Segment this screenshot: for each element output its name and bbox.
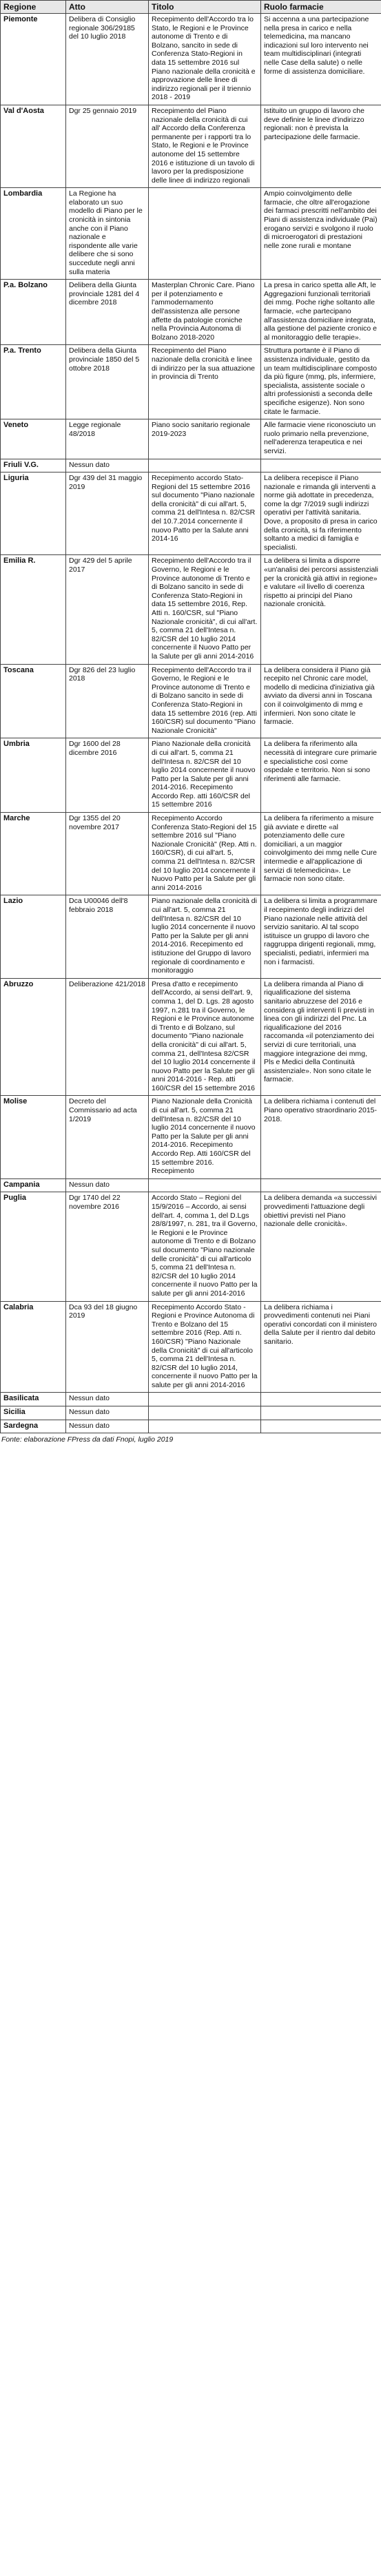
- cell-ruolo: La delibera fa riferimento alla necessità di integrare cure primarie e specialistiche così come ospedale e territorio. Non si sono riferimenti alle farmacie.: [261, 738, 381, 813]
- cell-atto: Dgr 25 gennaio 2019: [66, 105, 149, 187]
- header-ruolo-farmacie: Ruolo farmacie: [261, 1, 381, 14]
- cell-ruolo: Istituito un gruppo di lavoro che deve definire le linee d'indirizzo regionali: non è prevista la partecipazione delle farmacie.: [261, 105, 381, 187]
- table-row: [1, 555, 381, 664]
- cell-regione: Umbria: [1, 738, 66, 813]
- cell-regione: Friuli V.G.: [1, 459, 66, 472]
- cell-ruolo: La delibera richiama i provvedimenti contenuti nei Piani operativi concordati con il ministero della Salute per il rientro dal debito sanitario.: [261, 1301, 381, 1393]
- header-atto: Atto: [66, 1, 149, 14]
- cell-titolo: Recepimento del Piano nazionale della cronicità e linee di indirizzo per la sua attuazione in provincia di Trento: [149, 345, 261, 419]
- cell-titolo: Recepimento dell'Accordo tra lo Stato, le Regioni e le Province autonome di Trento e di Bolzano, sancito in sede di Conferenza Stato-Regioni in data 15 settembre 2016 sul Piano nazionale della cronicità e approvazione delle linee di indirizzo regionali per il triennio 2018 - 2019: [149, 14, 261, 105]
- cell-titolo: Recepimento Accordo Conferenza Stato-Regioni del 15 settembre 2016 sul "Piano Nazionale Cronicità" (Rep. Atti n. 160/CSR), di cui all'art. 5, comma 21 dell'Intesa n. 82/CSR del 10 luglio 2014 concernente il Nuovo Patto per la Salute per gli anni 2014-2016: [149, 813, 261, 895]
- cell-atto: La Regione ha elaborato un suo modello di Piano per le cronicità in sintonia anche con il Piano nazionale e rispondente alle varie delibere che si sono succedute negli anni sulla materia: [66, 188, 149, 280]
- table-row: [1, 459, 381, 472]
- cell-ruolo: La presa in carico spetta alle Aft, le Aggregazioni funzionali territoriali dei mmg. Poche righe soltanto alle farmacie, «che partecipano all'assistenza domiciliare integrata, alla gestione del paziente cronico e al monitoraggio delle terapie».: [261, 280, 381, 345]
- cell-ruolo: La delibera considera il Piano già recepito nel Chronic care model, modello di medicina d'iniziativa già avviato da diversi anni in Toscana con il coinvolgimento di mmg e infermieri. Non sono citate le farmacie.: [261, 664, 381, 738]
- cell-ruolo: Alle farmacie viene riconosciuto un ruolo primario nella prevenzione, nell'aderenza terapeutica e nei servizi.: [261, 419, 381, 459]
- table-row: [1, 14, 381, 105]
- cell-regione: Marche: [1, 813, 66, 895]
- cell-atto: Delibera della Giunta provinciale 1281 del 4 dicembre 2018: [66, 280, 149, 345]
- cell-titolo: Piano socio sanitario regionale 2019-2023: [149, 419, 261, 459]
- cell-atto: Dgr 1600 del 28 dicembre 2016: [66, 738, 149, 813]
- table-row: [1, 738, 381, 813]
- cell-regione: Liguria: [1, 472, 66, 555]
- cell-atto: Nessun dato: [66, 1393, 149, 1406]
- cell-atto: Dgr 826 del 23 luglio 2018: [66, 664, 149, 738]
- source-footnote: Fonte: elaborazione FPress da dati Fnopi, luglio 2019: [1, 1435, 174, 1444]
- cell-atto: Nessun dato: [66, 1178, 149, 1192]
- cell-ruolo: Ampio coinvolgimento delle farmacie, che oltre all'erogazione dei farmaci prescritti nell'ambito dei Piani di assistenza individuale (Pai) erogano servizi e svolgono il ruolo di microerogatori di prestazioni nelle zone rurali e montane: [261, 188, 381, 280]
- header-titolo: Titolo: [149, 1, 261, 14]
- table-row: [1, 345, 381, 419]
- cell-atto: Dgr 439 del 31 maggio 2019: [66, 472, 149, 555]
- cell-atto: Nessun dato: [66, 459, 149, 472]
- cell-atto: Dgr 1355 del 20 novembre 2017: [66, 813, 149, 895]
- cell-titolo: [149, 1178, 261, 1192]
- cell-regione: Basilicata: [1, 1393, 66, 1406]
- cell-ruolo: [261, 1406, 381, 1420]
- cell-ruolo: La delibera rimanda al Piano di riqualificazione del sistema sanitario abruzzese del 2016 e considera gli interventi lì previsti in linea con gli indirizzi del Pnc. La riqualificazione del 2016 raccomanda «il potenziamento dei servizi di cure territoriali, una maggiore integrazione dei mmg, Pls e Medici della Continuità assistenziale». Non sono citate le farmacie.: [261, 978, 381, 1096]
- cell-ruolo: [261, 459, 381, 472]
- table-row: [1, 1393, 381, 1406]
- cell-ruolo: La delibera si limita a disporre «un'analisi dei percorsi assistenziali per la cronicità già attivi in regione» e valutare «il livello di coerenza rispetto ai principi del Piano nazionale cronicità.: [261, 555, 381, 664]
- cell-regione: Val d'Aosta: [1, 105, 66, 187]
- cell-regione: Emilia R.: [1, 555, 66, 664]
- table-row: [1, 664, 381, 738]
- cell-ruolo: La delibera recepisce il Piano nazionale e rimanda gli interventi a norme già adottate in precedenza, come la dgr 7/2019 sugli indirizzi operativi per l'attività sanitaria. Dove, a proposito di presa in carico della cronicità, si fa riferimento soltanto a medici di famiglia e specialisti.: [261, 472, 381, 555]
- cell-titolo: Accordo Stato – Regioni del 15/9/2016 – Accordo, ai sensi dell'art. 4, comma 1, del D.Lgs 28/8/1997, n. 281, tra il Governo, le Regioni e le Province autonome di Trento e di Bolzano sul documento "Piano nazionale delle cronicità" di cui all'articolo 5, comma 21 dell'Intesa n. 82/CSR del 10 luglio 2014 concernente il nuovo Patto per la salute per gli anni 2014-2016: [149, 1192, 261, 1301]
- table-row: [1, 1192, 381, 1301]
- cell-regione: Calabria: [1, 1301, 66, 1393]
- cell-ruolo: [261, 1178, 381, 1192]
- cell-regione: Puglia: [1, 1192, 66, 1301]
- cell-ruolo: [261, 1420, 381, 1433]
- cell-regione: Lombardia: [1, 188, 66, 280]
- cell-regione: Toscana: [1, 664, 66, 738]
- cell-titolo: Recepimento dell'Accordo tra il Governo, le Regioni e le Province autonome di Trento e di Bolzano sancito in sede di Conferenza Stato-Regioni in data 15 settembre 2016 (rep. Atti 160/CSR) sul documento "Piano Nazionale Cronicità": [149, 664, 261, 738]
- cell-titolo: Piano nazionale della cronicità di cui all'art. 5, comma 21 dell'Intesa n. 82/CSR del 10 luglio 2014 concernente il nuovo Patto per la Salute per gli anni 2014-2016. Recepimento ed istituzione del Gruppo di lavoro regionale di coordinamento e monitoraggio: [149, 895, 261, 978]
- table-row: [1, 188, 381, 280]
- table-row: [1, 472, 381, 555]
- cell-ruolo: La delibera si limita a programmare il recepimento degli indirizzi del Piano nazionale nelle attività del servizio sanitario. Al tal scopo istituisce un gruppo di lavoro che raggruppa dirigenti regionali, mmg, specialisti, pediatri, infermieri ma non i farmacisti.: [261, 895, 381, 978]
- cell-ruolo: La delibera richiama i contenuti del Piano operativo straordinario 2015-2018.: [261, 1096, 381, 1178]
- table-row: [1, 1406, 381, 1420]
- cell-titolo: Recepimento accordo Stato-Regioni del 15 settembre 2016 sul documento "Piano nazionale della cronicità" di cui all'art. 5, comma 21 dell'Intesa n. 82/CSR del 10.7.2014 concernente il nuovo Patto per la Salute anni 2014-16: [149, 472, 261, 555]
- table-row: [1, 1096, 381, 1178]
- cell-titolo: Recepimento del Piano nazionale della cronicità di cui all' Accordo della Conferenza permanente per i rapporti tra lo Stato, le Regioni e le Province autonome del 15 settembre 2016 e istituzione di un tavolo di lavoro per la predisposizione delle linee di indirizzo regionali: [149, 105, 261, 187]
- table-row: [1, 419, 381, 459]
- cell-regione: Sicilia: [1, 1406, 66, 1420]
- table-row: [1, 105, 381, 187]
- cell-ruolo: Struttura portante è il Piano di assistenza individuale, gestito da un team multidisciplinare composto da più figure (mmg, pls, infermiere, specialista, assistente sociale o altri professionisti a seconda delle specifiche esigenze). Non sono citate le farmacie.: [261, 345, 381, 419]
- cell-titolo: [149, 459, 261, 472]
- cell-titolo: Piano Nazionale della cronicità di cui all'art. 5, comma 21 dell'Intesa n. 82/CSR del 10 luglio 2014 concernente il nuovo Patto per la Salute per gli anni 2014-2016. Recepimento Accordo Rep. atti 160/CSR del 15 settembre 2016: [149, 738, 261, 813]
- cell-titolo: [149, 1393, 261, 1406]
- table-row: [1, 895, 381, 978]
- cell-regione: Sardegna: [1, 1420, 66, 1433]
- cell-atto: Decreto del Commissario ad acta 1/2019: [66, 1096, 149, 1178]
- cell-regione: Campania: [1, 1178, 66, 1192]
- cell-atto: Dgr 1740 del 22 novembre 2016: [66, 1192, 149, 1301]
- table-header-row: [1, 1, 381, 14]
- cell-titolo: Recepimento dell'Accordo tra il Governo, le Regioni e le Province autonome di Trento e di Bolzano sancito in sede di Conferenza Stato-Regioni in data 15 settembre 2016, Rep. Atti n. 160/CSR, sul "Piano Nazionale cronicità", di cui all'art. 5, comma 21 dell'Intesa n. 82/CSR del 10 luglio 2014 concernente il Nuovo Patto per la Salute per gli anni 2014-2016: [149, 555, 261, 664]
- cell-atto: Nessun dato: [66, 1420, 149, 1433]
- cell-atto: Dca U00046 dell'8 febbraio 2018: [66, 895, 149, 978]
- cell-titolo: [149, 1406, 261, 1420]
- cell-titolo: [149, 188, 261, 280]
- cell-ruolo: La delibera demanda «a successivi provvedimenti l'attuazione degli obiettivi previsti nel Piano nazionale delle cronicità».: [261, 1192, 381, 1301]
- cell-regione: Piemonte: [1, 14, 66, 105]
- cell-atto: Deliberazione 421/2018: [66, 978, 149, 1096]
- cell-atto: Legge regionale 48/2018: [66, 419, 149, 459]
- header-regione: Regione: [1, 1, 66, 14]
- cell-regione: Molise: [1, 1096, 66, 1178]
- cell-titolo: Recepimento Accordo Stato - Regioni e Province Autonoma di Trento e Bolzano del 15 settembre 2016 (Rep. Atti n. 160/CSR) "Piano Nazionale della Cronicità" di cui all'articolo 5, comma 21 dell'Intesa n. 82/CSR del 10 luglio 2014, concernente il nuovo Patto per la salute per gli anni 2014-2016: [149, 1301, 261, 1393]
- cell-atto: Dca 93 del 18 giugno 2019: [66, 1301, 149, 1393]
- table-row: [1, 280, 381, 345]
- cell-titolo: Masterplan Chronic Care. Piano per il potenziamento e l'ammodernamento dell'assistenza alle persone affette da patologie croniche nella Provincia Autonoma di Bolzano 2018-2020: [149, 280, 261, 345]
- cell-ruolo: Si accenna a una partecipazione nella presa in carico e nella telemedicina, ma mancano indicazioni sul loro intervento nei team multidisciplinari (integrati nelle Case della salute) o nelle forme di assistenza domiciliare.: [261, 14, 381, 105]
- table-row: [1, 1178, 381, 1192]
- table-row: [1, 813, 381, 895]
- cell-ruolo: La delibera fa riferimento a misure già avviate e dirette «al potenziamento delle cure domiciliari, a un maggior coinvolgimento dei mmg nelle Cure intermedie e all'applicazione di servizi di telemedicina». Le farmacie non sono citate.: [261, 813, 381, 895]
- cell-titolo: Presa d'atto e recepimento dell'Accordo, ai sensi dell'art. 9, comma 1, del D. Lgs. 28 agosto 1997, n.281 tra il Governo, le Regioni e le Province autonome di Trento e di Bolzano, sul documento "Piano nazionale della cronicità" di cui all'art. 5, comma 21, dell'Intesa 82/CSR del 10 luglio 2014 concernente il nuovo Patto per la Salute per gli anni 2014-2016 - Rep. atti 160/CSR del 15 settembre 2016: [149, 978, 261, 1096]
- table-row: [1, 978, 381, 1096]
- cell-atto: Dgr 429 del 5 aprile 2017: [66, 555, 149, 664]
- table-row: [1, 1420, 381, 1433]
- cell-atto: Delibera di Consiglio regionale 306/29185 del 10 luglio 2018: [66, 14, 149, 105]
- cell-regione: P.a. Bolzano: [1, 280, 66, 345]
- cell-regione: Abruzzo: [1, 978, 66, 1096]
- table-body: [1, 14, 381, 1433]
- cell-regione: P.a. Trento: [1, 345, 66, 419]
- table-row: [1, 1301, 381, 1393]
- cell-titolo: [149, 1420, 261, 1433]
- cell-ruolo: [261, 1393, 381, 1406]
- cell-regione: Lazio: [1, 895, 66, 978]
- cell-atto: Delibera della Giunta provinciale 1850 del 5 ottobre 2018: [66, 345, 149, 419]
- cell-regione: Veneto: [1, 419, 66, 459]
- cell-titolo: Piano Nazionale della Cronicità di cui all'art. 5, comma 21 dell'Intesa n. 82/CSR del 10 luglio 2014 concernente il nuovo Patto per la Salute per gli anni 2014-2016. Recepimento Accordo Rep. Atti 160/CSR del 15 settembre 2016. Recepimento: [149, 1096, 261, 1178]
- cell-atto: Nessun dato: [66, 1406, 149, 1420]
